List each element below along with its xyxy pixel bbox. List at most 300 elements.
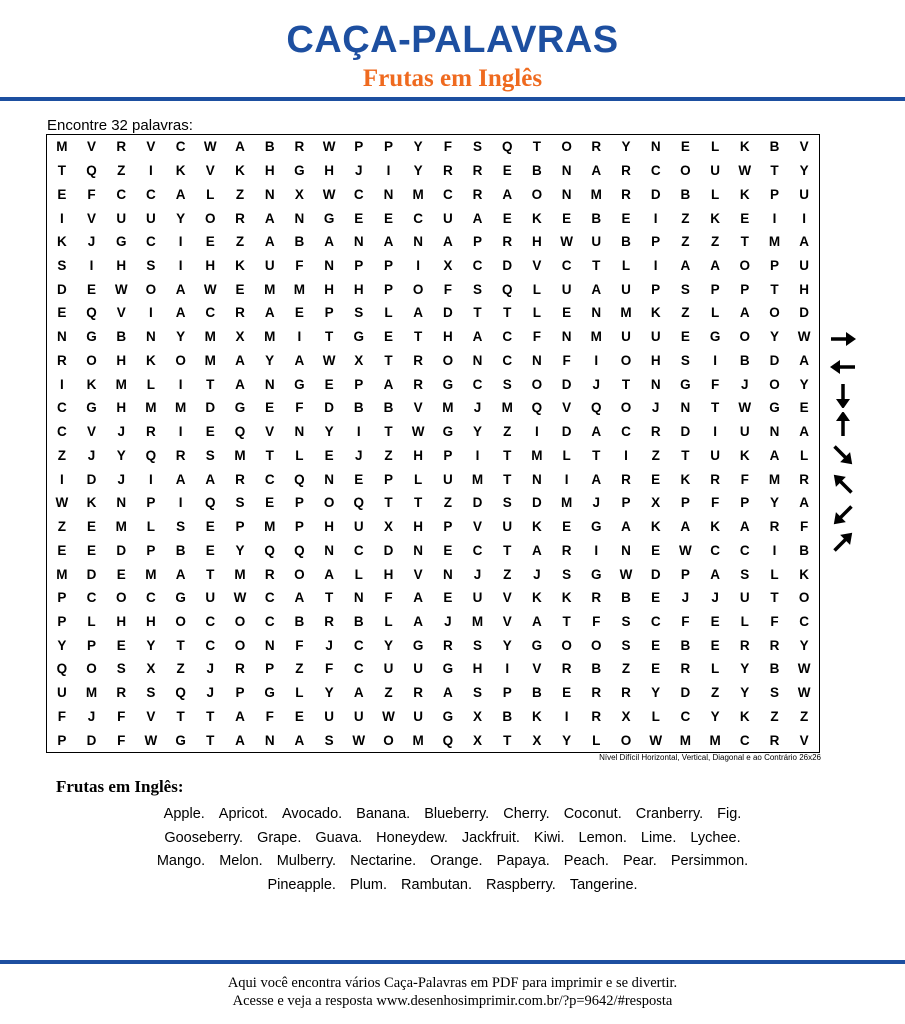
grid-cell: C [502,329,513,345]
grid-cell: N [650,376,661,392]
grid-cell: U [739,590,750,606]
grid-cell: V [87,139,97,155]
word-list-item: Peach. [563,853,609,869]
grid-cell: A [799,424,810,440]
grid-cell: Q [531,400,543,416]
grid-cell: M [56,139,68,155]
grid-cell: N [264,376,275,392]
grid-cell: K [532,590,542,606]
grid-cell: P [769,258,779,273]
word-list-line [60,827,845,851]
grid-cell: B [502,708,513,724]
grid-cell: M [620,305,632,321]
grid-cell: Q [86,305,97,321]
grid-cell: P [710,281,720,297]
grid-cell: C [205,613,216,629]
grid-cell: E [383,329,393,345]
grid-cell: O [234,637,246,653]
grid-cell: S [621,613,631,629]
grid-cell: U [442,210,453,226]
grid-cell: F [592,613,601,629]
grid-cell: X [294,186,304,202]
grid-cell: B [294,613,305,629]
grid-cell: Y [413,139,423,155]
grid-cell: I [653,210,658,226]
grid-cell: J [473,566,482,582]
grid-cell: P [383,471,393,487]
grid-cell: E [443,542,453,558]
grid-cell: R [769,732,780,748]
grid-cell: R [621,163,631,179]
grid-cell: H [324,281,334,297]
grid-cell: Q [442,732,454,748]
grid-cell: C [116,186,127,202]
grid-cell: E [57,186,67,202]
grid-cell: I [178,495,183,511]
footer-text-line-2: Acesse e veja a resposta www.desenhosimprimir.com.br/?p=9642/#resposta [232,993,673,1009]
grid-cell: Y [621,139,631,155]
grid-cell: A [235,139,245,155]
grid-cell: C [353,542,364,558]
grid-cell: R [442,163,453,179]
grid-cell: I [89,258,94,273]
grid-cell: G [86,400,97,416]
grid-cell: F [295,258,304,273]
grid-cell: C [561,258,572,273]
grid-cell: T [770,590,779,606]
grid-cell: B [116,329,127,345]
grid-cell: R [650,424,661,440]
grid-cell: A [472,329,483,345]
grid-cell: O [680,163,691,179]
grid-cell: G [442,661,454,677]
grid-cell: N [532,471,542,487]
grid-cell: F [324,661,334,677]
grid-cell: Y [176,210,186,226]
grid-cell: H [650,352,661,368]
grid-cell: I [149,305,153,321]
grid-cell: A [383,234,394,250]
grid-cell: C [502,352,513,368]
grid-cell: R [502,234,513,250]
grid-cell: J [473,400,482,416]
grid-cell: A [799,234,810,250]
grid-cell: C [56,400,67,416]
grid-cell: M [709,732,721,748]
grid-cell: Y [502,637,512,653]
grid-cell: Q [205,495,216,511]
grid-cell: L [800,447,809,463]
grid-cell: P [324,305,334,321]
word-list-item: Cherry. [503,806,550,822]
grid-cell: G [769,400,780,416]
grid-cell: A [353,685,364,701]
grid-cell: N [442,566,453,582]
grid-cell: E [235,281,245,297]
word-list-item: Fig. [717,806,742,822]
grid-cell: L [384,305,393,321]
grid-cell: C [146,186,156,202]
grid-cell: H [472,661,483,677]
grid-cell: R [235,210,245,226]
grid-cell: R [621,186,631,202]
grid-cell: N [353,590,364,606]
grid-cell: O [561,637,572,653]
word-list-item: Papaya. [496,853,550,869]
arrow-diagonal-up-left-icon [828,472,858,496]
grid-cell: R [116,685,127,701]
grid-cell: C [739,542,750,558]
grid-cell: D [680,685,691,701]
page-subtitle: Frutas em Inglês [362,65,543,92]
word-list-item: Orange. [430,853,483,869]
grid-cell: W [144,732,158,748]
grid-cell: Y [473,424,483,440]
grid-cell: W [55,495,69,511]
grid-cell: P [57,732,67,748]
grid-cell: D [116,542,127,558]
grid-cell: C [353,661,364,677]
grid-cell: K [650,305,661,321]
grid-cell: Y [769,329,779,345]
grid-cell: U [353,519,364,535]
grid-cell: X [443,258,453,273]
grid-cell: Q [264,542,275,558]
grid-cell: V [205,163,215,179]
grid-cell: R [561,661,572,677]
grid-cell: P [383,139,393,155]
grid-cell: N [532,352,542,368]
grid-cell: A [324,566,334,582]
grid-cell: R [413,352,424,368]
grid-cell: E [562,210,572,226]
grid-cell: M [471,613,484,629]
grid-cell: M [264,329,276,345]
grid-cell: B [353,400,364,416]
grid-cell: K [532,519,542,535]
grid-cell: B [383,400,394,416]
grid-cell: R [294,139,305,155]
grid-cell: S [235,495,245,511]
grid-cell: P [294,519,304,535]
grid-cell: M [293,281,305,297]
grid-cell: G [323,210,335,226]
grid-cell: F [295,637,304,653]
grid-cell: M [145,400,157,416]
grid-cell: F [562,352,571,368]
grid-cell: B [769,661,780,677]
grid-cell: U [739,424,750,440]
grid-cell: E [87,519,97,535]
grid-cell: I [653,258,658,273]
grid-cell: F [295,400,304,416]
grid-cell: C [175,139,186,155]
grid-cell: K [532,210,542,226]
arrow-left-icon [828,355,858,379]
grid-cell: Q [294,542,305,558]
grid-cell: R [591,590,602,606]
grid-cell: W [649,732,663,748]
grid-cell: X [621,708,631,724]
grid-cell: Q [501,281,513,297]
grid-cell: D [680,424,691,440]
grid-cell: E [443,590,453,606]
grid-cell: Y [265,352,275,368]
grid-cell: P [57,590,67,606]
grid-cell: Y [651,685,661,701]
grid-cell: E [562,305,572,321]
grid-cell: M [412,186,424,202]
grid-cell: R [769,519,780,535]
grid-cell: O [86,352,97,368]
grid-cell: K [56,234,67,250]
grid-cell: H [383,566,394,582]
grid-cell: G [531,637,543,653]
grid-cell: E [116,566,126,582]
grid-cell: M [56,566,68,582]
grid-cell: T [414,329,423,345]
grid-cell: R [324,613,334,629]
word-list-line [60,850,845,874]
word-list-item: Plum. [349,876,388,893]
arrow-diagonal-down-right-icon [828,443,858,467]
grid-cell: D [769,352,780,368]
grid-cell: M [204,352,216,368]
grid-cell: T [770,281,779,297]
grid-cell: N [294,424,305,440]
grid-cell: N [621,542,631,558]
grid-cell: E [651,471,661,487]
grid-cell: J [444,613,452,629]
grid-cell: K [739,186,750,202]
grid-cell: O [323,495,335,511]
word-list-item: Guava. [315,829,363,846]
grid-cell: B [264,139,275,155]
grid-cell: C [264,590,275,606]
grid-cell: R [591,685,602,701]
grid-cell: A [799,495,810,511]
grid-cell: B [591,210,602,226]
grid-cell: T [384,424,393,440]
grid-cell: A [235,732,245,748]
grid-cell: H [532,234,542,250]
grid-cell: O [531,186,543,202]
grid-cell: O [442,352,454,368]
grid-cell: U [472,590,483,606]
grid-cell: P [502,685,512,701]
grid-cell: A [205,471,216,487]
grid-cell: A [591,163,602,179]
grid-cell: Z [176,661,185,677]
grid-cell: E [740,210,750,226]
grid-cell: F [681,613,690,629]
grid-cell: A [235,352,245,368]
grid-cell: F [384,590,393,606]
grid-cell: P [87,637,97,653]
grid-cell: O [205,210,216,226]
grid-cell: M [85,685,98,701]
grid-cell: X [473,708,483,724]
grid-cell: I [59,376,64,392]
grid-cell: H [264,163,275,179]
grid-cell: S [146,258,156,273]
grid-cell: X [532,732,542,748]
grid-cell: W [114,281,128,297]
grid-cell: C [146,590,156,606]
grid-cell: A [413,305,424,321]
grid-cell: P [354,139,364,155]
grid-cell: J [651,400,660,416]
grid-cell: K [739,447,750,463]
grid-cell: S [473,637,483,653]
grid-cell: F [740,471,749,487]
grid-cell: G [264,685,275,701]
grid-cell: L [621,258,631,273]
grid-cell: N [324,542,334,558]
grid-cell: V [799,732,809,748]
grid-cell: I [564,471,569,487]
grid-cell: A [264,305,275,321]
grid-cell: O [739,329,751,345]
grid-cell: W [382,708,395,724]
grid-cell: K [146,352,156,368]
word-list-item: Apricot. [218,806,268,822]
grid-cell: A [472,210,483,226]
grid-cell: I [802,210,807,226]
grid-cell: R [235,661,245,677]
grid-cell: U [799,258,810,273]
grid-cell: E [799,400,809,416]
grid-cell: C [621,424,631,440]
grid-cell: K [710,519,720,535]
grid-cell: N [324,471,334,487]
grid-cell: B [175,542,186,558]
grid-cell: X [473,732,483,748]
grid-cell: G [442,424,454,440]
grid-cell: N [353,234,364,250]
grid-cell: B [739,352,750,368]
grid-cell: S [769,685,779,701]
word-list-item: Melon. [219,853,263,869]
grid-cell: C [264,613,275,629]
grid-cell: P [57,613,67,629]
grid-cell: I [772,542,777,558]
grid-cell: J [87,447,96,463]
grid-cell: E [710,637,720,653]
grid-cell: S [146,685,156,701]
grid-cell: E [354,471,364,487]
grid-cell: P [146,495,156,511]
grid-cell: X [235,329,245,345]
grid-cell: J [681,590,690,606]
grid-cell: Z [384,447,393,463]
grid-cell: Q [145,447,157,463]
grid-cell: N [413,542,424,558]
grid-cell: J [355,447,363,463]
grid-cell: U [413,708,424,724]
grid-cell: S [621,637,631,653]
grid-cell: T [621,376,631,392]
grid-cell: N [294,210,305,226]
grid-cell: U [710,447,720,463]
grid-cell: N [472,352,483,368]
grid-cell: O [531,376,543,392]
grid-cell: Y [235,542,245,558]
grid-cell: Z [710,234,720,250]
grid-cell: Q [175,685,186,701]
grid-cell: K [561,590,572,606]
grid-cell: Y [740,661,750,677]
grid-cell: D [650,186,661,202]
grid-cell: O [620,400,632,416]
grid-cell: H [353,281,364,297]
grid-cell: D [650,566,661,582]
grid-cell: G [86,329,97,345]
grid-cell: E [324,376,334,392]
grid-cell: W [738,163,752,179]
grid-cell: I [59,471,64,487]
grid-cell: C [353,637,364,653]
grid-cell: Y [324,424,334,440]
grid-cell: A [739,519,750,535]
grid-cell: V [502,590,512,606]
grid-cell: N [264,732,275,748]
grid-cell: M [115,376,127,392]
grid-cell: U [799,186,810,202]
grid-cell: R [413,376,424,392]
grid-cell: F [443,139,452,155]
grid-cell: E [651,637,661,653]
grid-cell: Q [86,163,97,179]
grid-cell: E [87,281,97,297]
grid-cell: Z [384,685,393,701]
grid-cell: F [117,708,126,724]
grid-cell: P [443,447,453,463]
grid-cell: F [770,613,779,629]
grid-cell: O [739,258,751,273]
grid-cell: X [651,495,661,511]
grid-cell: D [86,732,97,748]
grid-cell: P [680,495,690,511]
grid-cell: I [505,661,510,677]
grid-cell: W [738,400,752,416]
difficulty-note: Nível Difícil Horizontal, Vertical, Diagonal e ao Contrário 26x26 [599,753,821,762]
grid-cell: S [205,447,215,463]
grid-cell: G [591,566,602,582]
grid-cell: S [740,566,750,582]
grid-cell: V [146,139,156,155]
grid-cell: E [651,590,661,606]
grid-cell: A [710,258,720,273]
grid-cell: S [473,139,483,155]
grid-cell: I [564,708,569,724]
grid-cell: I [178,376,183,392]
grid-cell: A [175,305,186,321]
grid-cell: B [799,542,810,558]
grid-cell: U [502,519,513,535]
grid-cell: E [87,542,97,558]
grid-cell: C [472,376,483,392]
puzzle-grid [47,135,819,752]
grid-cell: E [294,305,304,321]
grid-cell: I [386,163,391,179]
grid-cell: C [680,708,691,724]
word-list-item: Lemon. [578,829,627,846]
grid-cell: M [768,471,781,487]
grid-cell: Y [57,637,67,653]
grid-cell: O [145,281,157,297]
grid-cell: T [592,258,601,273]
